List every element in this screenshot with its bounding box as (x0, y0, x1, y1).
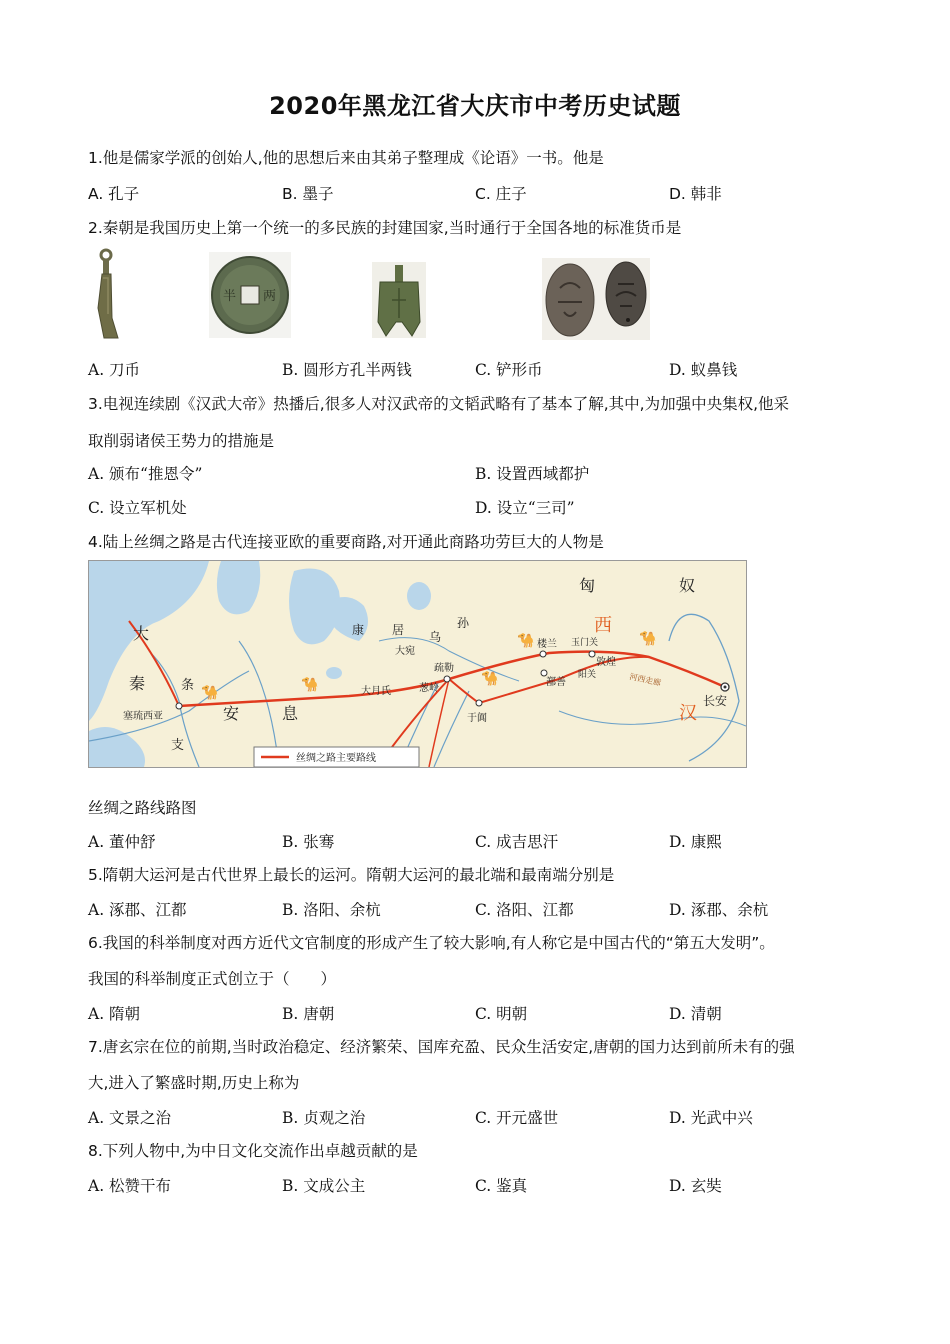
map-label-dayuezhi: 大月氏 (361, 686, 391, 697)
q6-option-a[interactable]: A. 隋朝 (88, 1005, 141, 1023)
q4-option-a[interactable]: A. 董仲舒 (88, 833, 156, 851)
q5-option-a[interactable]: A. 涿郡、江都 (88, 901, 187, 919)
q2-option-a[interactable]: A. 刀币 (88, 361, 141, 379)
round-square-hole-coin-image (209, 252, 291, 338)
map-label-sun: 孙 (457, 616, 470, 630)
svg-text:🐪: 🐪 (639, 631, 657, 647)
map-label-kang: 康 (352, 623, 365, 637)
knife-coin-image (84, 248, 124, 340)
svg-text:🐪: 🐪 (201, 685, 219, 701)
map-label-xi2: 息 (282, 704, 299, 723)
svg-text:🐪: 🐪 (301, 677, 319, 693)
q1-option-d[interactable]: D. 韩非 (669, 185, 722, 203)
q7-option-d[interactable]: D. 光武中兴 (669, 1109, 753, 1127)
map-label-dayuan: 大宛 (395, 646, 415, 657)
q3-option-c[interactable]: C. 设立军机处 (88, 499, 187, 517)
q8-option-a[interactable]: A. 松赞干布 (88, 1177, 172, 1195)
map-label-ju: 居 (392, 623, 405, 637)
question-3-stem-line2: 取削弱诸侯王势力的措施是 (88, 432, 275, 450)
map-label-xiongnu2: 奴 (679, 576, 696, 595)
question-3-stem-line1: 3.电视连续剧《汉武大帝》热播后,很多人对汉武帝的文韬武略有了基本了解,其中,为加强中央集权,他采 (88, 395, 789, 413)
q5-option-c[interactable]: C. 洛阳、江都 (475, 901, 574, 919)
q1-option-a[interactable]: A. 孔子 (88, 185, 140, 203)
map-label-han: 汉 (679, 703, 697, 724)
map-label-loulan: 楼兰 (537, 639, 557, 650)
q2-option-c[interactable]: C. 铲形币 (475, 361, 543, 379)
q4-option-d[interactable]: D. 康熙 (669, 833, 722, 851)
question-8-stem: 8.下列人物中,为中日文化交流作出卓越贡献的是 (88, 1142, 418, 1160)
question-1-stem: 1.他是儒家学派的创始人,他的思想后来由其弟子整理成《论语》一书。他是 (88, 149, 604, 167)
map-label-xiongnu1: 匈 (579, 576, 596, 595)
q3-option-d[interactable]: D. 设立“三司” (475, 499, 575, 517)
map-label-xi: 西 (594, 615, 612, 636)
map-label-yutian: 于阗 (467, 713, 487, 724)
map-label-dunhuang: 敦煌 (596, 657, 616, 668)
map-label-da: 大 (133, 624, 150, 643)
q8-option-b[interactable]: B. 文成公主 (282, 1177, 366, 1195)
map-label-wu: 乌 (429, 630, 442, 644)
map-label-zhi: 支 (171, 738, 185, 753)
q4-option-b[interactable]: B. 张骞 (282, 833, 335, 851)
page-title: 2020年黑龙江省大庆市中考历史试题 (269, 92, 681, 120)
map-label-tiao: 条 (181, 678, 195, 693)
question-6-stem-line2: 我国的科举制度正式创立于（ ） (88, 970, 337, 988)
map-label-changan: 长安 (703, 694, 728, 708)
question-4-stem: 4.陆上丝绸之路是古代连接亚欧的重要商路,对开通此商路功劳巨大的人物是 (88, 533, 604, 551)
q5-option-b[interactable]: B. 洛阳、余杭 (282, 901, 381, 919)
map-legend-label: 丝绸之路主要路线 (296, 753, 376, 764)
map-label-hexi: 河西走廊 (628, 672, 662, 688)
map-label-yumenguan: 玉门关 (571, 638, 599, 648)
q3-option-b[interactable]: B. 设置西域都护 (475, 465, 590, 483)
q1-option-b[interactable]: B. 墨子 (282, 185, 334, 203)
ant-nose-coin-image (542, 258, 650, 340)
question-2-stem: 2.秦朝是我国历史上第一个统一的多民族的封建国家,当时通行于全国各地的标准货币是 (88, 219, 682, 237)
q7-option-c[interactable]: C. 开元盛世 (475, 1109, 559, 1127)
q2-option-d[interactable]: D. 蚁鼻钱 (669, 361, 738, 379)
svg-text:🐪: 🐪 (517, 633, 535, 649)
q8-option-d[interactable]: D. 玄奘 (669, 1177, 722, 1195)
q3-option-a[interactable]: A. 颁布“推恩令” (88, 465, 203, 483)
q8-option-c[interactable]: C. 鉴真 (475, 1177, 528, 1195)
map-label-shule: 疏勒 (434, 663, 454, 674)
q6-option-d[interactable]: D. 清朝 (669, 1005, 722, 1023)
map-label-congling: 葱岭 (419, 683, 439, 694)
map-caption: 丝绸之路线路图 (88, 799, 197, 817)
q2-option-b[interactable]: B. 圆形方孔半两钱 (282, 361, 412, 379)
map-label-yangguan: 阳关 (578, 670, 597, 680)
q7-option-a[interactable]: A. 文景之治 (88, 1109, 172, 1127)
map-label-an: 安 (223, 704, 240, 723)
q7-option-b[interactable]: B. 贞观之治 (282, 1109, 366, 1127)
q4-option-c[interactable]: C. 成吉思汗 (475, 833, 559, 851)
question-7-stem-line1: 7.唐玄宗在位的前期,当时政治稳定、经济繁荣、国库充盈、民众生活安定,唐朝的国力达到前所未有的强 (88, 1038, 795, 1056)
silk-road-map (88, 560, 747, 768)
q5-option-d[interactable]: D. 涿郡、余杭 (669, 901, 769, 919)
map-label-shanshan: 鄯善 (546, 677, 566, 688)
q6-option-b[interactable]: B. 唐朝 (282, 1005, 335, 1023)
question-6-stem-line1: 6.我国的科举制度对西方近代文官制度的形成产生了较大影响,有人称它是中国古代的“第五大发明”。 (88, 934, 775, 952)
map-label-selucia: 塞琉西亚 (123, 711, 163, 722)
spade-coin-image (372, 262, 426, 338)
q6-option-c[interactable]: C. 明朝 (475, 1005, 528, 1023)
svg-text:半: 半 (223, 289, 237, 304)
q1-option-c[interactable]: C. 庄子 (475, 185, 527, 203)
question-5-stem: 5.隋朝大运河是古代世界上最长的运河。隋朝大运河的最北端和最南端分别是 (88, 866, 615, 884)
map-label-qin: 秦 (129, 674, 146, 693)
svg-text:🐪: 🐪 (481, 671, 499, 687)
question-7-stem-line2: 大,进入了繁盛时期,历史上称为 (88, 1074, 300, 1092)
svg-text:两: 两 (263, 289, 277, 304)
